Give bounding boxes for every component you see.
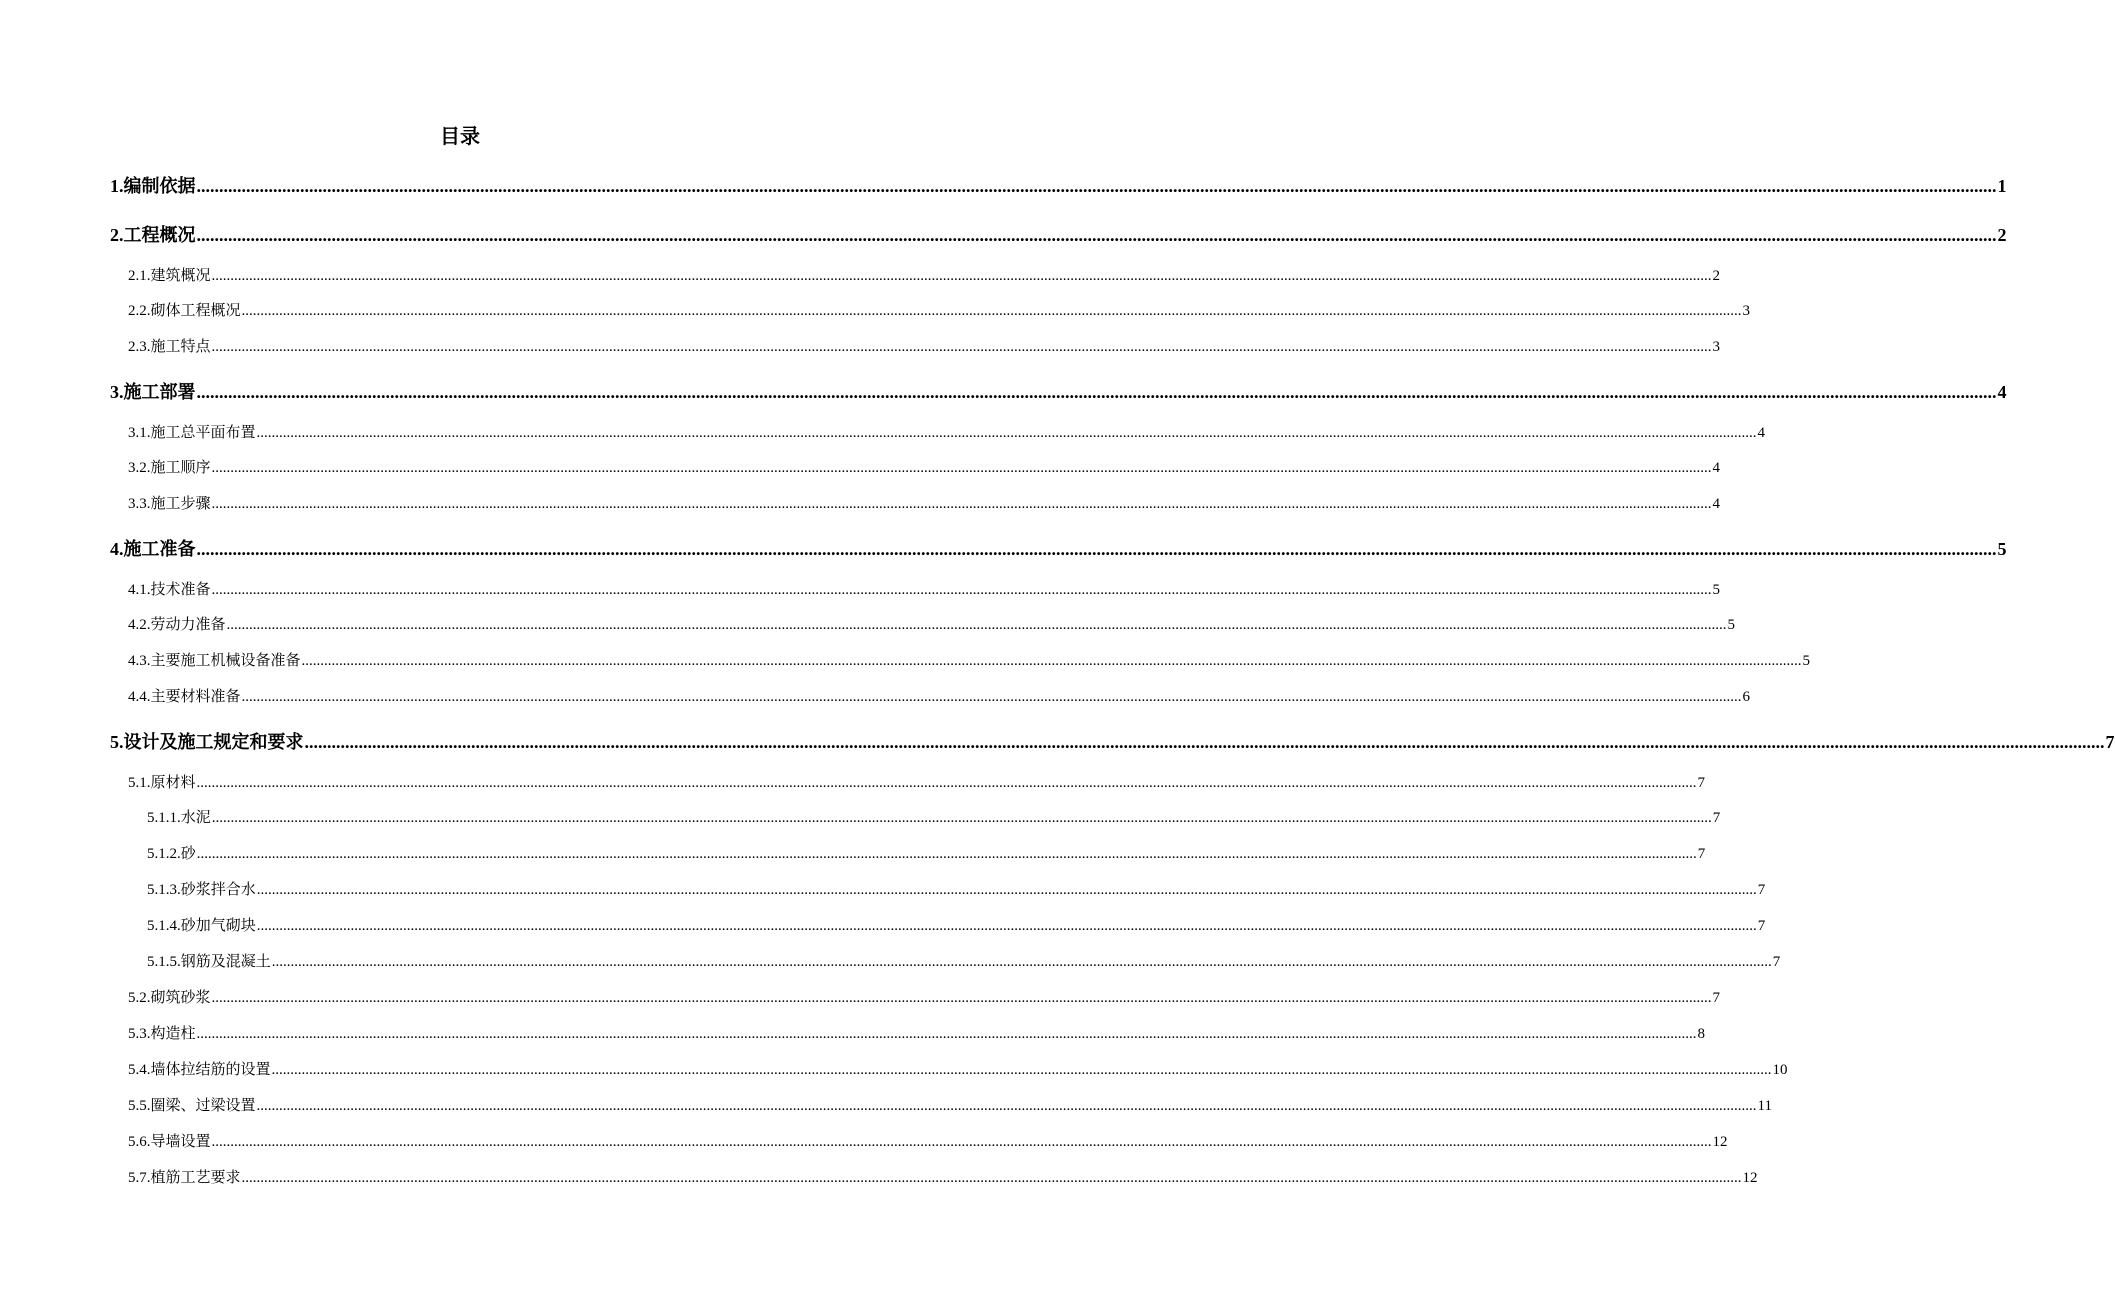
toc-entry-page-number: 12 (1742, 1170, 1758, 1186)
toc-entry-number: 3. (110, 382, 124, 402)
toc-dot-leader: ................................................................................................................................................................................................................................................................................................................................................................................................................ (241, 1170, 1742, 1186)
toc-entry-label: 钢筋及混凝土 (180, 952, 271, 970)
toc-entry-page-number: 3 (1742, 303, 1751, 319)
toc-entry[interactable] (128, 1022, 1706, 1043)
toc-entry-page-number: 4 (1757, 425, 1766, 441)
toc-entry[interactable] (110, 172, 2007, 198)
toc-entry-page-number: 2 (1997, 225, 2007, 245)
toc-entry-page-number: 5 (1802, 653, 1811, 669)
toc-entry-label: 建筑概况 (150, 266, 211, 284)
toc-entry-number: 5.5. (128, 1098, 151, 1114)
toc-entry-number: 3.1. (128, 425, 151, 441)
toc-entry[interactable] (128, 1166, 1758, 1187)
toc-entry-label: 砂浆拌合水 (180, 880, 256, 898)
toc-dot-leader: ................................................................................................................................................................................................................................................................................................................................................................................................................ (196, 225, 1997, 245)
toc-entry[interactable] (147, 950, 1781, 971)
toc-entry-page-number: 4 (1712, 460, 1721, 476)
toc-entry-number: 2.1. (128, 268, 151, 284)
toc-dot-leader: ................................................................................................................................................................................................................................................................................................................................................................................................................ (211, 810, 1712, 826)
toc-entry-number: 2.3. (128, 339, 151, 355)
toc-entry-page-number: 3 (1712, 339, 1721, 355)
toc-dot-leader: ................................................................................................................................................................................................................................................................................................................................................................................................................ (196, 539, 1997, 559)
toc-entry[interactable] (147, 878, 1766, 899)
toc-entry-label: 构造柱 (150, 1024, 196, 1042)
toc-dot-leader: ................................................................................................................................................................................................................................................................................................................................................................................................................ (271, 954, 1772, 970)
toc-entry-number: 2.2. (128, 303, 151, 319)
toc-dot-leader: ................................................................................................................................................................................................................................................................................................................................................................................................................ (196, 775, 1697, 791)
toc-entry-label: 施工部署 (123, 382, 196, 403)
toc-dot-leader: ................................................................................................................................................................................................................................................................................................................................................................................................................ (196, 846, 1697, 862)
toc-dot-leader: ................................................................................................................................................................................................................................................................................................................................................................................................................ (271, 1062, 1772, 1078)
toc-entry-label: 主要材料准备 (150, 687, 241, 705)
toc-entry-label: 主要施工机械设备准备 (150, 651, 301, 669)
toc-entry-number: 5.1.2. (147, 846, 181, 862)
toc-entry-number: 5.1.3. (147, 882, 181, 898)
toc-entry[interactable] (110, 535, 2007, 561)
toc-entry-label: 水泥 (180, 808, 211, 826)
toc-dot-leader: ................................................................................................................................................................................................................................................................................................................................................................................................................ (196, 176, 1997, 196)
toc-dot-leader: ................................................................................................................................................................................................................................................................................................................................................................................................................ (256, 882, 1757, 898)
toc-entry-label: 圈梁、过梁设置 (150, 1096, 256, 1114)
toc-entry[interactable] (128, 1058, 1788, 1079)
toc-entry[interactable] (128, 456, 1721, 477)
toc-entry-number: 5.1.4. (147, 918, 181, 934)
toc-entry-page-number: 5 (1727, 617, 1736, 633)
toc-entry-number: 5.3. (128, 1026, 151, 1042)
toc-entry-page-number: 7 (1712, 810, 1721, 826)
toc-entry-label: 施工步骤 (150, 494, 211, 512)
toc-entry[interactable] (128, 578, 1721, 599)
toc-dot-leader: ................................................................................................................................................................................................................................................................................................................................................................................................................ (226, 617, 1727, 633)
toc-entry-label: 技术准备 (150, 580, 211, 598)
toc-entry-label: 原材料 (150, 773, 196, 791)
toc-entry-number: 4.3. (128, 653, 151, 669)
toc-entry-page-number: 7 (1712, 990, 1721, 1006)
toc-entry-page-number: 8 (1697, 1026, 1706, 1042)
toc-entry-page-number: 7 (2105, 732, 2115, 752)
toc-entry[interactable] (128, 613, 1736, 634)
toc-entry[interactable] (128, 335, 1721, 356)
toc-entry-label: 砂加气砌块 (180, 916, 256, 934)
toc-entry-label: 施工顺序 (150, 458, 211, 476)
toc-dot-leader: ................................................................................................................................................................................................................................................................................................................................................................................................................ (256, 1098, 1757, 1114)
toc-entry-label: 砂 (180, 844, 196, 862)
toc-entry[interactable] (128, 492, 1721, 513)
toc-entry-label: 施工总平面布置 (150, 423, 256, 441)
toc-entry[interactable] (128, 771, 1706, 792)
toc-entry-label: 施工特点 (150, 337, 211, 355)
toc-entry-label: 工程概况 (123, 225, 196, 246)
toc-entry[interactable] (110, 728, 2115, 754)
toc-entry-page-number: 6 (1742, 689, 1751, 705)
toc-entry-number: 4.2. (128, 617, 151, 633)
toc-dot-leader: ................................................................................................................................................................................................................................................................................................................................................................................................................ (196, 382, 1997, 402)
toc-entry-page-number: 5 (1997, 539, 2007, 559)
toc-entry[interactable] (128, 264, 1721, 285)
toc-entry-number: 2. (110, 225, 124, 245)
toc-entry-number: 5.1.1. (147, 810, 181, 826)
toc-dot-leader: ................................................................................................................................................................................................................................................................................................................................................................................................................ (241, 303, 1742, 319)
toc-dot-leader: ................................................................................................................................................................................................................................................................................................................................................................................................................ (304, 732, 2105, 752)
toc-entry-label: 编制依据 (123, 176, 196, 197)
toc-entry-number: 5.7. (128, 1170, 151, 1186)
toc-entry[interactable] (128, 299, 1751, 320)
toc-dot-leader: ................................................................................................................................................................................................................................................................................................................................................................................................................ (211, 460, 1712, 476)
toc-entry[interactable] (147, 806, 1721, 827)
toc-entry-label: 导墙设置 (150, 1132, 211, 1150)
toc-entry-page-number: 10 (1772, 1062, 1788, 1078)
toc-entry-page-number: 7 (1757, 882, 1766, 898)
toc-entry-number: 3.3. (128, 496, 151, 512)
page-title: 目录 (440, 124, 480, 148)
toc-entry-page-number: 4 (1712, 496, 1721, 512)
toc-dot-leader: ................................................................................................................................................................................................................................................................................................................................................................................................................ (241, 689, 1742, 705)
toc-entry-page-number: 1 (1997, 176, 2007, 196)
toc-entry-label: 砌体工程概况 (150, 301, 241, 319)
toc-entry-page-number: 7 (1697, 846, 1706, 862)
toc-entry[interactable] (128, 986, 1721, 1007)
toc-entry[interactable] (128, 685, 1751, 706)
toc-entry-number: 5.1.5. (147, 954, 181, 970)
toc-entry[interactable] (147, 842, 1706, 863)
toc-entry-number: 4.1. (128, 582, 151, 598)
toc-entry-number: 5.4. (128, 1062, 151, 1078)
toc-entry-label: 墙体拉结筋的设置 (150, 1060, 271, 1078)
toc-entry[interactable] (110, 378, 2007, 404)
toc-entry-label: 设计及施工规定和要求 (123, 732, 304, 753)
toc-entry-page-number: 2 (1712, 268, 1721, 284)
toc-entry-number: 1. (110, 176, 124, 196)
toc-entry-number: 5.6. (128, 1134, 151, 1150)
toc-dot-leader: ................................................................................................................................................................................................................................................................................................................................................................................................................ (211, 990, 1712, 1006)
toc-dot-leader: ................................................................................................................................................................................................................................................................................................................................................................................................................ (196, 1026, 1697, 1042)
toc-entry-page-number: 5 (1712, 582, 1721, 598)
toc-entry[interactable] (110, 221, 2007, 247)
toc-dot-leader: ................................................................................................................................................................................................................................................................................................................................................................................................................ (301, 653, 1802, 669)
toc-entry-number: 3.2. (128, 460, 151, 476)
toc-entry-number: 4. (110, 539, 124, 559)
toc-entry[interactable] (128, 649, 1811, 670)
toc-entry-number: 5. (110, 732, 124, 752)
toc-entry-page-number: 12 (1712, 1134, 1728, 1150)
toc-entry-page-number: 7 (1757, 918, 1766, 934)
toc-dot-leader: ................................................................................................................................................................................................................................................................................................................................................................................................................ (211, 496, 1712, 512)
toc-entry[interactable] (128, 421, 1766, 442)
toc-dot-leader: ................................................................................................................................................................................................................................................................................................................................................................................................................ (211, 582, 1712, 598)
toc-entry-label: 施工准备 (123, 539, 196, 560)
toc-entry[interactable] (128, 1094, 1772, 1115)
toc-entry-label: 植筋工艺要求 (150, 1168, 241, 1186)
toc-entry-number: 5.1. (128, 775, 151, 791)
toc-entry-label: 砌筑砂浆 (150, 988, 211, 1006)
toc-entry-page-number: 4 (1997, 382, 2007, 402)
toc-entry-page-number: 7 (1772, 954, 1781, 970)
toc-entry-number: 4.4. (128, 689, 151, 705)
toc-dot-leader: ................................................................................................................................................................................................................................................................................................................................................................................................................ (211, 1134, 1712, 1150)
toc-entry-number: 5.2. (128, 990, 151, 1006)
toc-dot-leader: ................................................................................................................................................................................................................................................................................................................................................................................................................ (211, 339, 1712, 355)
toc-dot-leader: ................................................................................................................................................................................................................................................................................................................................................................................................................ (211, 268, 1712, 284)
toc-entry-page-number: 7 (1697, 775, 1706, 791)
toc-entry[interactable] (147, 914, 1766, 935)
toc-entry-page-number: 11 (1757, 1098, 1772, 1114)
toc-entry[interactable] (128, 1130, 1728, 1151)
toc-entry-label: 劳动力准备 (150, 615, 226, 633)
toc-dot-leader: ................................................................................................................................................................................................................................................................................................................................................................................................................ (256, 918, 1757, 934)
toc-dot-leader: ................................................................................................................................................................................................................................................................................................................................................................................................................ (256, 425, 1757, 441)
